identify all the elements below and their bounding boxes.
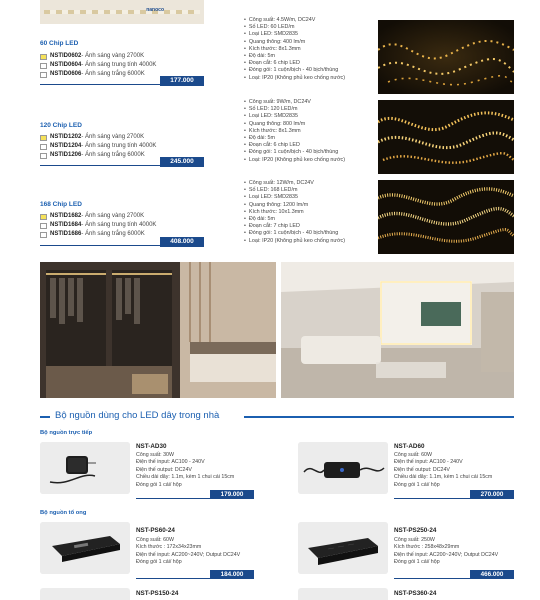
code-row: NSTID0602 - Ánh sáng vàng 2700K bbox=[40, 52, 204, 61]
code-row: NSTID1202 - Ánh sáng vàng 2700K bbox=[40, 133, 204, 142]
yellow-swatch bbox=[40, 214, 47, 220]
code-row: NSTID1682 - Ánh sáng vàng 2700K bbox=[40, 212, 204, 221]
heading-rule-right bbox=[244, 416, 514, 418]
product-name: NST-PS60-24 bbox=[136, 527, 175, 534]
product-specs: Công suất: 60W Điện thế input: AC100 - 240V Điện thế output: DC24V Chiều dài dây: 1.1m, kèm 1 chui cái 15cm Đóng gói 1 cái/ hộp bbox=[394, 452, 493, 488]
product-name: NST-AD30 bbox=[136, 443, 167, 450]
code-list-60 bbox=[40, 52, 204, 79]
led-strip-photo-168 bbox=[378, 180, 514, 254]
living-room-photo bbox=[281, 262, 514, 398]
wardrobe-bedroom-photo bbox=[40, 262, 276, 398]
white-swatch bbox=[40, 153, 47, 159]
adapter-60w-image bbox=[298, 442, 388, 494]
psu-150w-image bbox=[40, 588, 130, 600]
product-name: NST-PS150-24 bbox=[136, 590, 179, 597]
code-row: NSTID1684 - Ánh sáng trung tính 4000K bbox=[40, 221, 204, 230]
code-row: NSTID0606 - Ánh sáng trắng 6000K bbox=[40, 70, 204, 79]
white-swatch bbox=[40, 63, 47, 69]
product-name: NST-PS360-24 bbox=[394, 590, 437, 597]
subsection-title-direct: Bộ nguồn trực tiếp bbox=[40, 430, 93, 436]
psu-250w-image bbox=[298, 522, 388, 574]
white-swatch bbox=[40, 232, 47, 238]
price-badge: 466.000 bbox=[470, 570, 514, 579]
subsection-title-honeycomb: Bộ nguồn tổ ong bbox=[40, 510, 87, 516]
psu-360w-image bbox=[298, 588, 388, 600]
led-strip-leds bbox=[44, 10, 200, 14]
brand-label: nanoco bbox=[146, 7, 164, 13]
code-list-168 bbox=[40, 212, 204, 239]
led-strip-photo-120 bbox=[378, 100, 514, 174]
group-title-168: 168 Chip LED bbox=[40, 201, 82, 208]
group-title-60: 60 Chip LED bbox=[40, 40, 79, 47]
spec-list-168: • Công suất: 12W/m, DC24V • Số LED: 168 LED/m • Loại LED: SMD2835 • Quang thông: 1200 lm/m • Kích thước: 10x1.3mm • Độ dài: 5m • Đoạn cắt: 7 chip LED • Đóng gói: 1 cuộn/bịch - 40 bịch/thùng • Loại: IP20 (Không phủ keo chống nước) bbox=[244, 180, 374, 245]
code-row: NSTID1204 - Ánh sáng trung tính 4000K bbox=[40, 142, 204, 151]
price-badge: 184.000 bbox=[210, 570, 254, 579]
adapter-30w-image bbox=[40, 442, 130, 494]
led-strip-banner bbox=[40, 0, 204, 24]
heading-rule-left bbox=[40, 416, 50, 418]
section-heading: Bộ nguồn dùng cho LED dây trong nhà bbox=[55, 410, 220, 421]
yellow-swatch bbox=[40, 135, 47, 141]
price-badge: 179.000 bbox=[210, 490, 254, 499]
white-swatch bbox=[40, 223, 47, 229]
price-badge: 177.000 bbox=[160, 76, 204, 86]
product-specs: Công suất: 60W Kích thước : 172x34x23mm Điện thế input: AC200~240V; Output DC24V Đóng gói 1 cái/ hộp bbox=[136, 537, 241, 566]
group-title-120: 120 Chip LED bbox=[40, 122, 82, 129]
code-row: NSTID0604 - Ánh sáng trung tính 4000K bbox=[40, 61, 204, 70]
white-swatch bbox=[40, 144, 47, 150]
psu-60w-image bbox=[40, 522, 130, 574]
price-badge: 408.000 bbox=[160, 237, 204, 247]
code-row: NSTID1686 - Ánh sáng trắng 6000K bbox=[40, 230, 204, 239]
spec-list-60: • Công suất: 4.5W/m, DC24V • Số LED: 60 LED/m • Loại LED: SMD2835 • Quang thông: 400 lm/m • Kích thước: 8x1.3mm • Độ dài: 5m • Đoạn cắt: 6 chip LED • Đóng gói: 1 cuộn/bịch - 40 bịch/thùng • Loại: IP20 (Không phủ keo chống nước) bbox=[244, 17, 374, 82]
yellow-swatch bbox=[40, 54, 47, 60]
product-name: NST-PS250-24 bbox=[394, 527, 437, 534]
white-swatch bbox=[40, 72, 47, 78]
product-name: NST-AD60 bbox=[394, 443, 425, 450]
spec-list-120: • Công suất: 9W/m, DC24V • Số LED: 120 LED/m • Loại LED: SMD2835 • Quang thông: 800 lm/m • Kích thước: 8x1.3mm • Độ dài: 5m • Đoạn cắt: 6 chip LED • Đóng gói: 1 cuộn/bịch - 40 bịch/thùng • Loại: IP20 (Không phủ keo chống nước) bbox=[244, 99, 374, 164]
price-badge: 270.000 bbox=[470, 490, 514, 499]
code-row: NSTID1206 - Ánh sáng trắng 6000K bbox=[40, 151, 204, 160]
code-list-120 bbox=[40, 133, 204, 160]
price-badge: 245.000 bbox=[160, 157, 204, 167]
product-specs: Công suất: 250W Kích thước : 258x48x29mm Điện thế input: AC200~240V; Output DC24V Đóng gói 1 cái/ hộp bbox=[394, 537, 499, 566]
product-specs: Công suất: 30W Điện thế input: AC100 - 240V Điện thế output: DC24V Chiều dài dây: 1.1m, kèm 1 chui cái 15cm Đóng gói 1 cái/ hộp bbox=[136, 452, 235, 488]
led-strip-photo-60 bbox=[378, 20, 514, 94]
